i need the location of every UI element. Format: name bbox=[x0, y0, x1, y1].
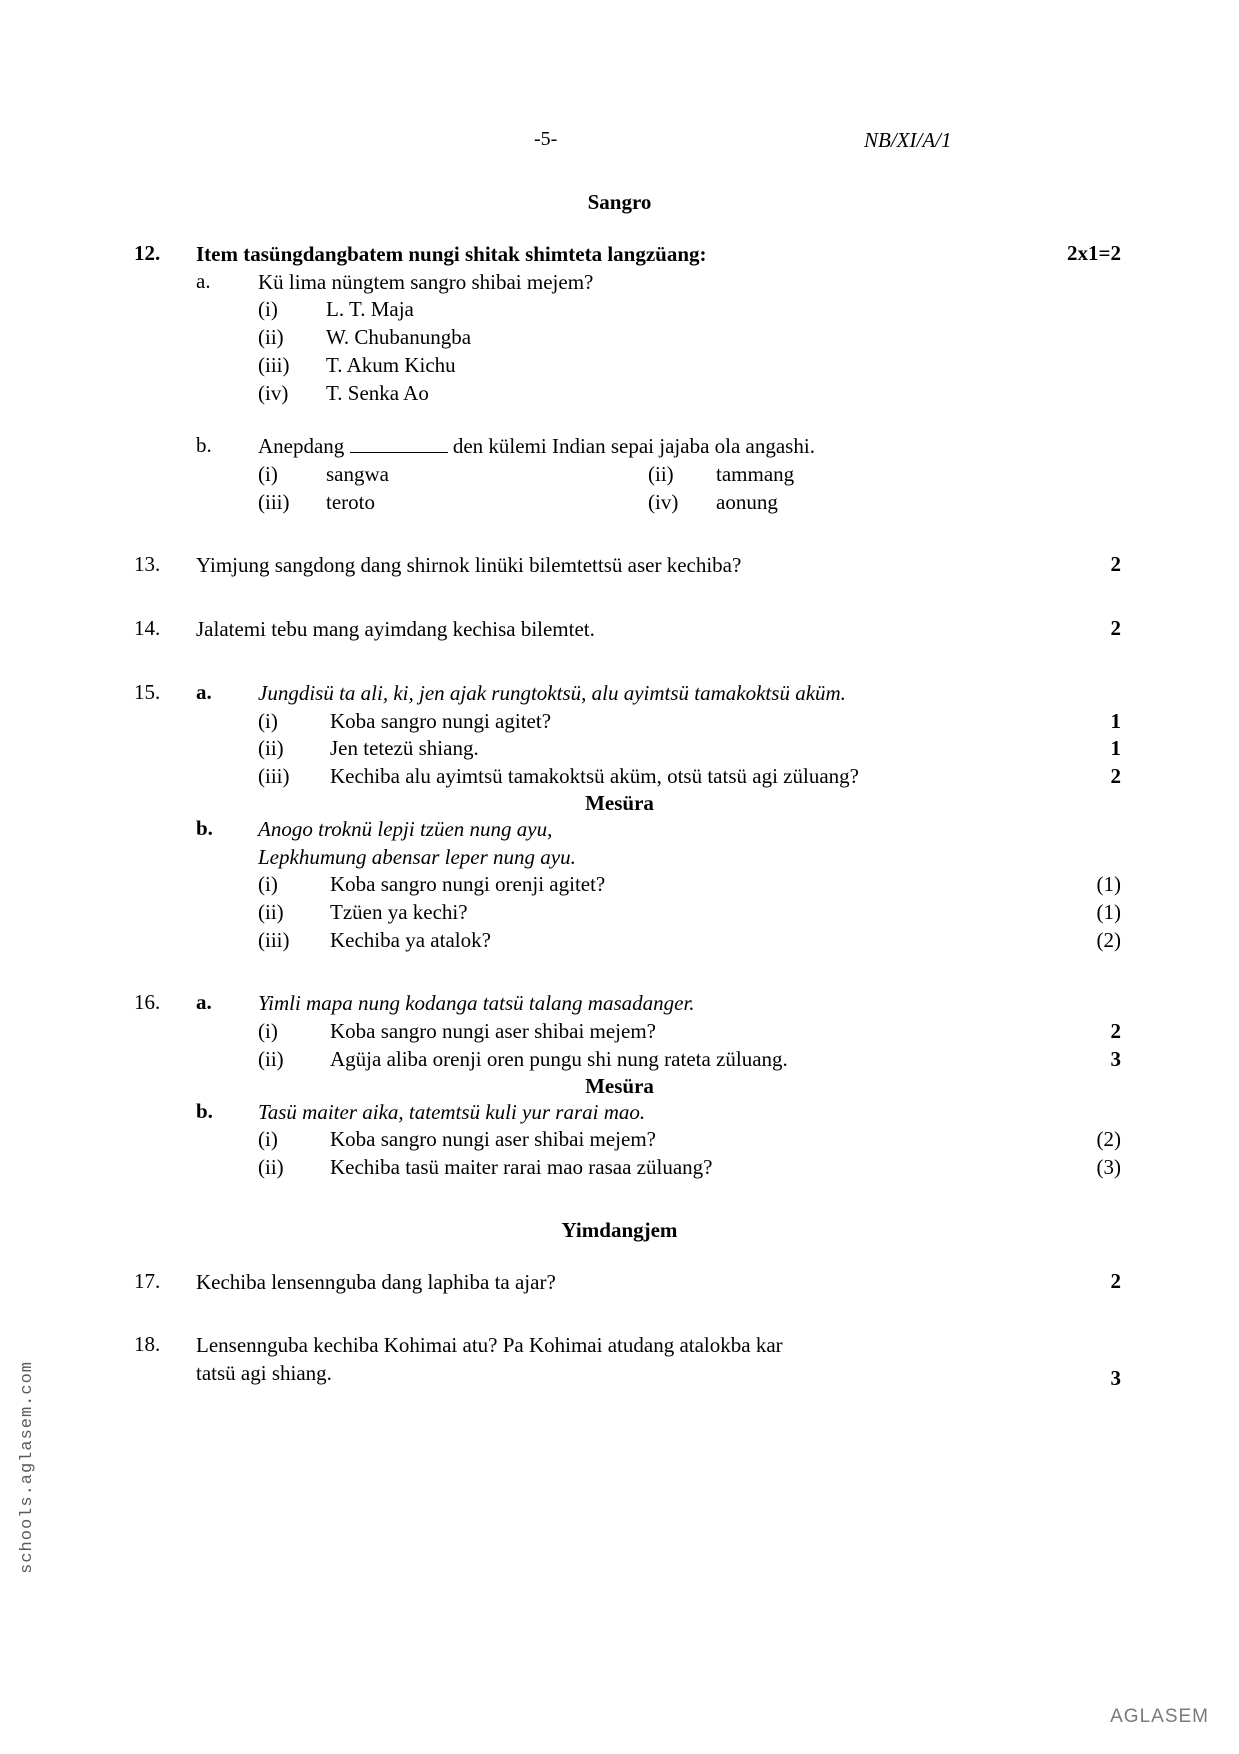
option-marker: (iii) bbox=[258, 489, 290, 514]
question-15a-text: Jungdisü ta ali, ki, jen ajak rungtoktsü, alu ayimtsü tamakoktsü aküm. bbox=[258, 680, 846, 705]
item-text: Tzüen ya kechi? bbox=[330, 899, 468, 924]
item-marks: 1 bbox=[1110, 708, 1121, 733]
option-label: L. T. Maja bbox=[326, 297, 414, 322]
option-label: aonung bbox=[716, 489, 778, 514]
question-12a-text: Kü lima nüngtem sangro shibai mejem? bbox=[258, 269, 594, 294]
question-16a-item-1 bbox=[258, 1018, 1239, 1046]
item-text: Kechiba alu ayimtsü tamakoktsü aküm, otsü tatsü agi züluang? bbox=[330, 764, 859, 789]
question-16a-label: a. bbox=[196, 990, 212, 1015]
item-marker: (iii) bbox=[258, 927, 290, 952]
question-16b-item-1 bbox=[258, 1126, 1239, 1154]
question-12a-label: a. bbox=[196, 268, 211, 293]
question-16-number: 16. bbox=[134, 990, 161, 1015]
option-marker: (iv) bbox=[258, 380, 289, 405]
corner-watermark: AGLASEM bbox=[1110, 1706, 1209, 1727]
option-marker: (iii) bbox=[258, 352, 290, 377]
section-heading-sangro: Sangro bbox=[587, 190, 652, 214]
question-15a bbox=[0, 680, 1239, 708]
option-label: T. Senka Ao bbox=[326, 380, 429, 405]
option-marker: (ii) bbox=[648, 462, 674, 487]
question-15b-label: b. bbox=[196, 815, 213, 840]
item-marks: (2) bbox=[1096, 1127, 1121, 1152]
question-17-text: Kechiba lensennguba dang laphiba ta ajar? bbox=[196, 1269, 556, 1294]
question-14 bbox=[0, 616, 1239, 644]
section-heading-mesura-1: Mesüra bbox=[585, 790, 654, 815]
item-marks: 3 bbox=[1110, 1046, 1121, 1071]
question-12b-option-row-2 bbox=[258, 489, 1239, 517]
question-12a-option-1 bbox=[258, 296, 1239, 324]
question-12a-option-2 bbox=[258, 324, 1239, 352]
question-15a-item-3 bbox=[258, 763, 1239, 791]
fill-blank bbox=[350, 452, 448, 453]
question-12b-text-before: Anepdang bbox=[258, 434, 345, 459]
question-18-line-2: tatsü agi shiang. bbox=[196, 1361, 332, 1386]
item-text: Kechiba ya atalok? bbox=[330, 927, 491, 952]
question-13-marks: 2 bbox=[1110, 552, 1121, 577]
question-13-number: 13. bbox=[134, 552, 161, 577]
item-marker: (ii) bbox=[258, 1046, 284, 1071]
question-16b-label: b. bbox=[196, 1098, 213, 1123]
item-marker: (iii) bbox=[258, 764, 290, 789]
item-marker: (i) bbox=[258, 708, 278, 733]
question-15b-item-1 bbox=[258, 871, 1239, 899]
question-16a-text: Yimli mapa nung kodanga tatsü talang masadanger. bbox=[258, 991, 695, 1016]
item-marks: 2 bbox=[1110, 1019, 1121, 1044]
question-15a-item-2 bbox=[258, 735, 1239, 763]
item-marks: (2) bbox=[1096, 927, 1121, 952]
question-12b-label: b. bbox=[196, 433, 212, 458]
option-marker: (ii) bbox=[258, 325, 284, 350]
item-text: Koba sangro nungi orenji agitet? bbox=[330, 872, 606, 897]
paper-code: NB/XI/A/1 bbox=[864, 128, 952, 152]
question-15-number: 15. bbox=[134, 679, 161, 704]
item-marker: (i) bbox=[258, 1019, 278, 1044]
option-label: tammang bbox=[716, 462, 795, 487]
question-14-marks: 2 bbox=[1110, 616, 1121, 641]
question-14-text: Jalatemi tebu mang ayimdang kechisa bilemtet. bbox=[196, 617, 595, 642]
option-marker: (iv) bbox=[648, 489, 679, 514]
question-15b-line-1: Anogo troknü lepji tzüen nung ayu, bbox=[258, 816, 553, 841]
item-marker: (ii) bbox=[258, 899, 284, 924]
item-marker: (i) bbox=[258, 872, 278, 897]
option-marker: (i) bbox=[258, 297, 278, 322]
item-text: Jen tetezü shiang. bbox=[330, 736, 479, 761]
question-16b bbox=[0, 1099, 1239, 1127]
question-12-marks: 2x1=2 bbox=[1067, 241, 1121, 265]
question-15a-label: a. bbox=[196, 679, 212, 704]
question-16b-item-2 bbox=[258, 1154, 1239, 1182]
option-label: sangwa bbox=[326, 462, 389, 487]
item-marks: 1 bbox=[1110, 736, 1121, 761]
question-17 bbox=[0, 1269, 1239, 1297]
question-18-marks: 3 bbox=[1110, 1366, 1121, 1391]
section-heading-mesura-2: Mesüra bbox=[585, 1073, 654, 1098]
question-15b bbox=[0, 816, 1239, 871]
page-number: -5- bbox=[534, 128, 558, 150]
option-label: T. Akum Kichu bbox=[326, 352, 456, 377]
question-12b bbox=[0, 433, 1239, 461]
question-12b-option-row-1 bbox=[258, 461, 1239, 489]
option-label: W. Chubanungba bbox=[326, 325, 472, 350]
item-marks: (1) bbox=[1096, 872, 1121, 897]
item-marks: 2 bbox=[1110, 764, 1121, 789]
question-18 bbox=[0, 1332, 1239, 1391]
item-marker: (ii) bbox=[258, 1154, 284, 1179]
question-12b-text-after: den külemi Indian sepai jajaba ola angashi. bbox=[452, 434, 815, 459]
question-12a-option-4 bbox=[258, 380, 1239, 408]
document-content bbox=[0, 190, 1239, 1391]
item-text: Kechiba tasü maiter rarai mao rasaa züluang? bbox=[330, 1154, 713, 1179]
question-14-number: 14. bbox=[134, 616, 161, 641]
question-18-line-1: Lensennguba kechiba Kohimai atu? Pa Kohimai atudang atalokba kar bbox=[196, 1333, 783, 1358]
question-12-number: 12. bbox=[134, 241, 161, 265]
question-17-marks: 2 bbox=[1110, 1268, 1121, 1293]
item-marks: (1) bbox=[1096, 899, 1121, 924]
question-16b-text: Tasü maiter aika, tatemtsü kuli yur rarai mao. bbox=[258, 1099, 646, 1124]
item-text: Koba sangro nungi agitet? bbox=[330, 708, 552, 733]
question-12a-option-3 bbox=[258, 352, 1239, 380]
item-marks: (3) bbox=[1096, 1154, 1121, 1179]
item-text: Koba sangro nungi aser shibai mejem? bbox=[330, 1019, 656, 1044]
question-12 bbox=[0, 241, 1239, 269]
side-watermark: schools.aglasem.com bbox=[18, 1361, 37, 1574]
question-12a bbox=[0, 269, 1239, 297]
question-13 bbox=[0, 552, 1239, 580]
question-16a-item-2 bbox=[258, 1046, 1239, 1074]
question-12b-text bbox=[258, 433, 1119, 461]
question-15b-item-2 bbox=[258, 899, 1239, 927]
question-12-stem: Item tasüngdangbatem nungi shitak shimteta langzüang: bbox=[196, 242, 707, 266]
item-text: Agüja aliba orenji oren pungu shi nung rateta züluang. bbox=[330, 1046, 788, 1071]
question-16a bbox=[0, 990, 1239, 1018]
item-text: Koba sangro nungi aser shibai mejem? bbox=[330, 1127, 656, 1152]
question-15b-line-2: Lepkhumung abensar leper nung ayu. bbox=[258, 844, 576, 869]
item-marker: (i) bbox=[258, 1127, 278, 1152]
question-18-number: 18. bbox=[134, 1332, 161, 1357]
question-15b-item-3 bbox=[258, 927, 1239, 955]
section-heading-yimdangjem: Yimdangjem bbox=[561, 1217, 678, 1242]
option-label: teroto bbox=[326, 489, 375, 514]
item-marker: (ii) bbox=[258, 736, 284, 761]
question-17-number: 17. bbox=[134, 1268, 161, 1293]
question-15a-item-1 bbox=[258, 708, 1239, 736]
option-marker: (i) bbox=[258, 462, 278, 487]
question-13-text: Yimjung sangdong dang shirnok linüki bilemtettsü aser kechiba? bbox=[196, 553, 742, 578]
